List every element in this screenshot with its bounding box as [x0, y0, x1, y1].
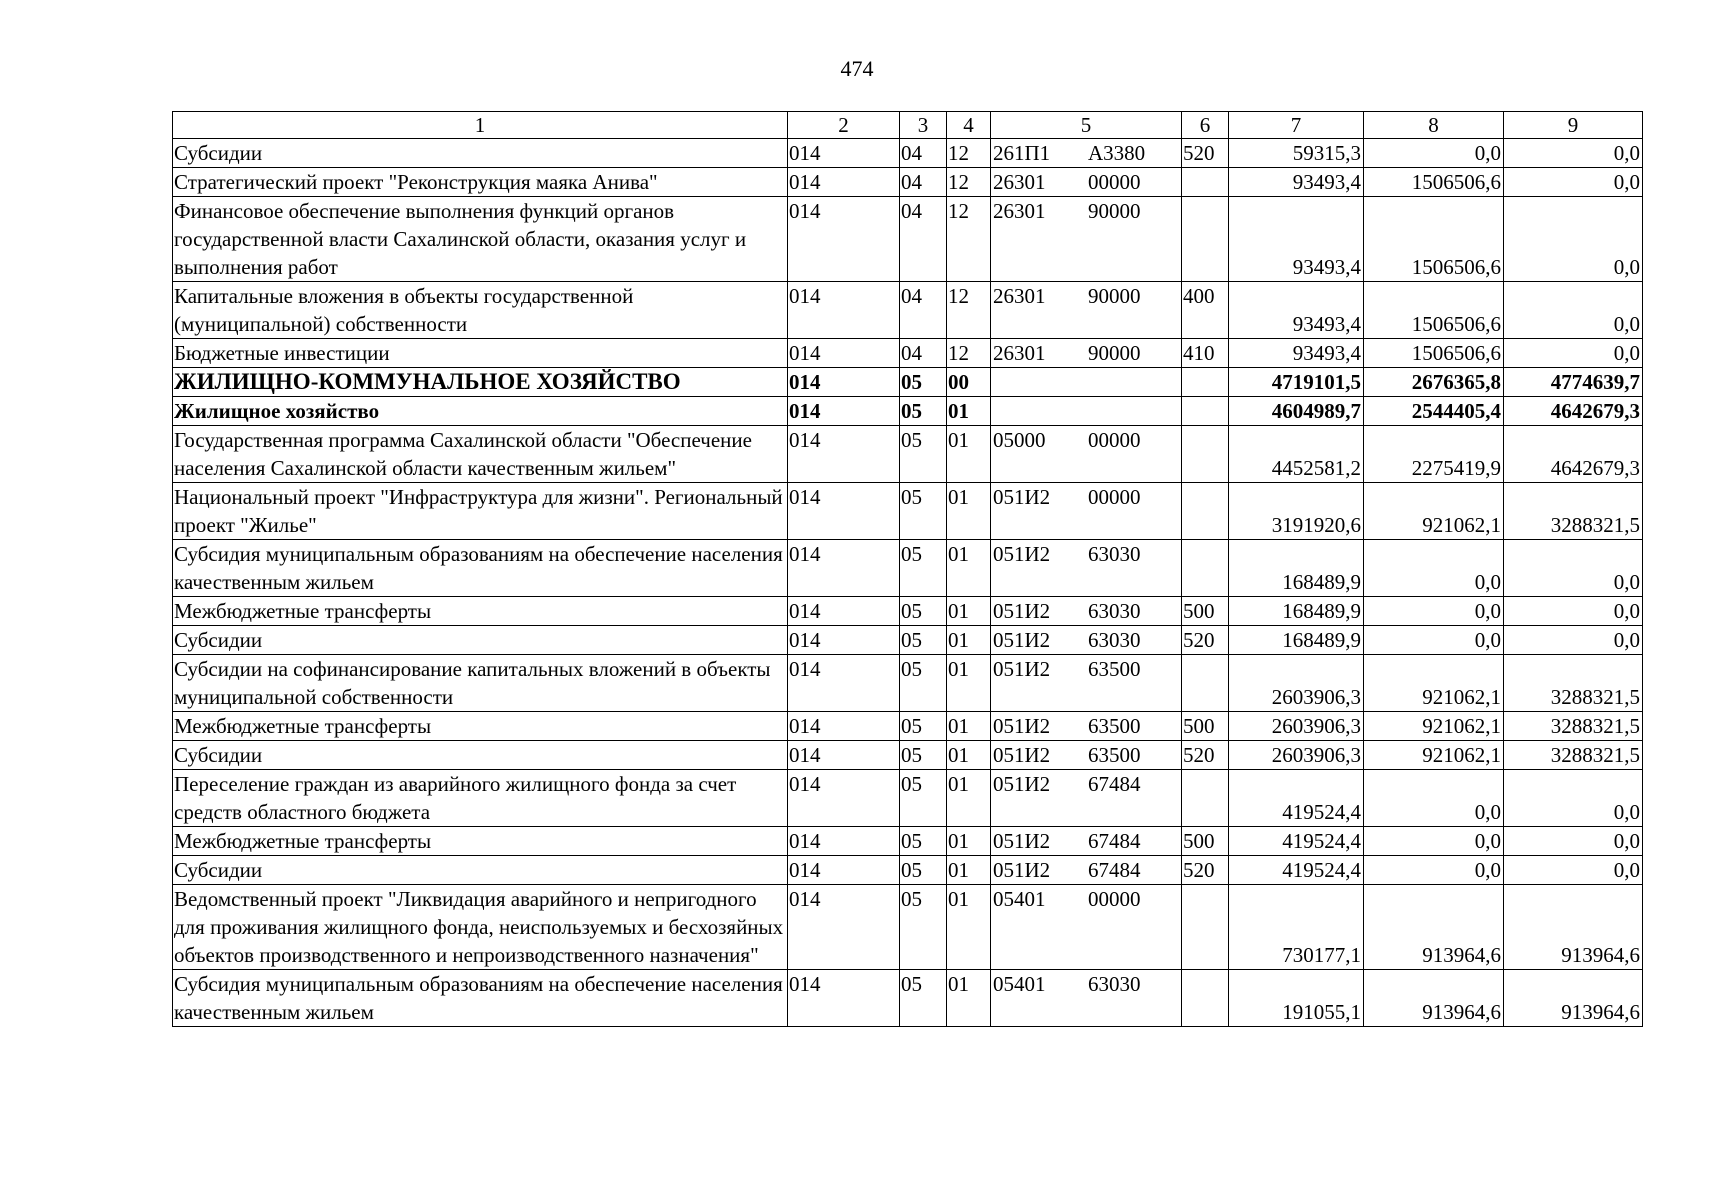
row-value-7: 419524,4 [1229, 770, 1364, 827]
row-code-4: 12 [947, 339, 991, 368]
row-code-2: 014 [788, 197, 900, 282]
row-value-8: 921062,1 [1364, 712, 1504, 741]
row-code-2: 014 [788, 139, 900, 168]
row-value-8: 913964,6 [1364, 885, 1504, 970]
row-name: Субсидии [173, 626, 788, 655]
row-code-5 [991, 597, 1182, 626]
row-code-5 [991, 970, 1182, 1027]
row-value-7: 168489,9 [1229, 626, 1364, 655]
row-name: Государственная программа Сахалинской области "Обеспечение населения Сахалинской области качественным жильем" [173, 426, 788, 483]
row-code-5-part-a: 26301 [993, 170, 1046, 194]
row-value-8: 2676365,8 [1364, 368, 1504, 397]
row-code-2: 014 [788, 339, 900, 368]
row-value-7: 2603906,3 [1229, 712, 1364, 741]
header-cell: 5 [991, 112, 1182, 139]
row-value-9: 3288321,5 [1504, 483, 1643, 540]
row-code-5-part-a: 051И2 [993, 599, 1051, 623]
row-value-7: 4452581,2 [1229, 426, 1364, 483]
row-code-3: 05 [900, 368, 947, 397]
row-code-5 [991, 426, 1182, 483]
row-code-3: 05 [900, 397, 947, 426]
row-code-6: 520 [1182, 626, 1229, 655]
row-code-6: 520 [1182, 139, 1229, 168]
row-code-2: 014 [788, 970, 900, 1027]
row-value-8: 2275419,9 [1364, 426, 1504, 483]
header-row [173, 112, 1643, 139]
row-value-8: 921062,1 [1364, 483, 1504, 540]
row-value-9: 0,0 [1504, 597, 1643, 626]
row-code-5 [991, 168, 1182, 197]
row-code-3: 05 [900, 741, 947, 770]
table-row [173, 970, 1643, 1027]
row-code-4: 01 [947, 856, 991, 885]
row-value-8: 1506506,6 [1364, 339, 1504, 368]
row-code-3: 05 [900, 827, 947, 856]
row-code-5-part-b: 63030 [1088, 599, 1141, 623]
table-row [173, 139, 1643, 168]
row-value-7: 4604989,7 [1229, 397, 1364, 426]
row-name: Субсидия муниципальным образованиям на обеспечение населения качественным жильем [173, 540, 788, 597]
row-code-2: 014 [788, 168, 900, 197]
row-code-4: 01 [947, 397, 991, 426]
row-value-9: 0,0 [1504, 827, 1643, 856]
row-code-2: 014 [788, 827, 900, 856]
row-code-5 [991, 397, 1182, 426]
row-code-3: 05 [900, 712, 947, 741]
row-code-3: 05 [900, 970, 947, 1027]
row-code-5-part-a: 05000 [993, 428, 1046, 452]
row-code-2: 014 [788, 626, 900, 655]
header-cell: 9 [1504, 112, 1643, 139]
row-code-6: 520 [1182, 856, 1229, 885]
row-value-8: 0,0 [1364, 597, 1504, 626]
row-value-9: 913964,6 [1504, 885, 1643, 970]
row-code-6 [1182, 483, 1229, 540]
row-code-3: 04 [900, 139, 947, 168]
row-value-8: 0,0 [1364, 540, 1504, 597]
row-code-2: 014 [788, 397, 900, 426]
table-row [173, 368, 1643, 397]
row-value-8: 1506506,6 [1364, 168, 1504, 197]
row-value-7: 2603906,3 [1229, 741, 1364, 770]
row-value-7: 93493,4 [1229, 339, 1364, 368]
row-code-3: 05 [900, 540, 947, 597]
header-cell: 3 [900, 112, 947, 139]
row-name: Субсидии [173, 139, 788, 168]
page-number: 474 [840, 56, 874, 81]
row-value-8: 0,0 [1364, 770, 1504, 827]
header-cell: 7 [1229, 112, 1364, 139]
row-code-5-part-b: 67484 [1088, 829, 1141, 853]
row-value-8: 0,0 [1364, 626, 1504, 655]
row-code-4: 01 [947, 426, 991, 483]
row-code-5-part-b: 90000 [1088, 284, 1141, 308]
row-code-6: 500 [1182, 827, 1229, 856]
row-value-8: 0,0 [1364, 827, 1504, 856]
row-value-8: 921062,1 [1364, 741, 1504, 770]
table-row [173, 827, 1643, 856]
row-code-5-part-b: 63500 [1088, 657, 1141, 681]
row-code-4: 12 [947, 139, 991, 168]
table-row [173, 655, 1643, 712]
row-value-8: 0,0 [1364, 139, 1504, 168]
row-code-2: 014 [788, 483, 900, 540]
row-code-4: 12 [947, 197, 991, 282]
row-name: Ведомственный проект "Ликвидация аварийного и непригодного для проживания жилищного фонда, неиспользуемых и бесхозяйных объектов производственного и непроизводственного назначения" [173, 885, 788, 970]
row-code-5 [991, 197, 1182, 282]
row-code-5-part-a: 051И2 [993, 858, 1051, 882]
row-code-2: 014 [788, 597, 900, 626]
row-code-5-part-a: 05401 [993, 972, 1046, 996]
row-value-7: 93493,4 [1229, 197, 1364, 282]
row-code-6 [1182, 885, 1229, 970]
row-code-3: 04 [900, 282, 947, 339]
row-code-2: 014 [788, 540, 900, 597]
row-name: Национальный проект "Инфраструктура для жизни". Региональный проект "Жилье" [173, 483, 788, 540]
row-code-5-part-a: 051И2 [993, 772, 1051, 796]
row-value-9: 0,0 [1504, 626, 1643, 655]
row-code-6: 500 [1182, 597, 1229, 626]
row-value-9: 0,0 [1504, 139, 1643, 168]
row-code-3: 05 [900, 885, 947, 970]
row-code-4: 01 [947, 970, 991, 1027]
table-row [173, 339, 1643, 368]
row-code-5-part-b: 63500 [1088, 743, 1141, 767]
row-code-5-part-b: 63030 [1088, 972, 1141, 996]
table-row [173, 540, 1643, 597]
row-value-9: 3288321,5 [1504, 655, 1643, 712]
row-code-5 [991, 712, 1182, 741]
row-name: Субсидия муниципальным образованиям на обеспечение населения качественным жильем [173, 970, 788, 1027]
row-code-5-part-a: 05401 [993, 887, 1046, 911]
row-code-5-part-a: 26301 [993, 284, 1046, 308]
row-value-7: 4719101,5 [1229, 368, 1364, 397]
row-code-2: 014 [788, 770, 900, 827]
row-name: Финансовое обеспечение выполнения функций органов государственной власти Сахалинской области, оказания услуг и выполнения работ [173, 197, 788, 282]
row-name: Переселение граждан из аварийного жилищного фонда за счет средств областного бюджета [173, 770, 788, 827]
row-code-5-part-a: 051И2 [993, 657, 1051, 681]
row-code-6 [1182, 655, 1229, 712]
row-value-7: 3191920,6 [1229, 483, 1364, 540]
row-code-5 [991, 282, 1182, 339]
row-code-5 [991, 741, 1182, 770]
table-row [173, 483, 1643, 540]
row-value-9: 0,0 [1504, 339, 1643, 368]
row-code-6 [1182, 426, 1229, 483]
row-name: Стратегический проект "Реконструкция маяка Анива" [173, 168, 788, 197]
row-code-2: 014 [788, 741, 900, 770]
table-row [173, 770, 1643, 827]
row-code-2: 014 [788, 856, 900, 885]
row-name: Бюджетные инвестиции [173, 339, 788, 368]
row-code-5-part-b: 00000 [1088, 485, 1141, 509]
row-value-9: 0,0 [1504, 856, 1643, 885]
row-code-5 [991, 827, 1182, 856]
row-code-5-part-a: 051И2 [993, 714, 1051, 738]
row-code-5-part-a: 051И2 [993, 485, 1051, 509]
row-name: ЖИЛИЩНО-КОММУНАЛЬНОЕ ХОЗЯЙСТВО [173, 368, 788, 397]
row-code-5-part-b: 67484 [1088, 772, 1141, 796]
row-code-3: 05 [900, 856, 947, 885]
row-code-5-part-b: 00000 [1088, 428, 1141, 452]
row-name: Межбюджетные трансферты [173, 827, 788, 856]
table-row [173, 597, 1643, 626]
row-code-5-part-b: 63500 [1088, 714, 1141, 738]
row-code-5-part-b: 67484 [1088, 858, 1141, 882]
row-code-4: 01 [947, 712, 991, 741]
table-row [173, 168, 1643, 197]
row-code-3: 05 [900, 597, 947, 626]
row-name: Капитальные вложения в объекты государственной (муниципальной) собственности [173, 282, 788, 339]
row-code-3: 05 [900, 483, 947, 540]
row-value-7: 419524,4 [1229, 856, 1364, 885]
row-code-6 [1182, 397, 1229, 426]
row-name: Субсидии [173, 741, 788, 770]
row-code-5-part-b: 63030 [1088, 542, 1141, 566]
header-cell: 2 [788, 112, 900, 139]
header-cell: 1 [173, 112, 788, 139]
row-value-9: 0,0 [1504, 168, 1643, 197]
row-code-5-part-a: 26301 [993, 341, 1046, 365]
row-name: Межбюджетные трансферты [173, 597, 788, 626]
row-value-8: 1506506,6 [1364, 282, 1504, 339]
row-code-5 [991, 856, 1182, 885]
row-code-3: 04 [900, 197, 947, 282]
table-row [173, 856, 1643, 885]
row-value-8: 1506506,6 [1364, 197, 1504, 282]
row-value-7: 93493,4 [1229, 168, 1364, 197]
row-code-5 [991, 368, 1182, 397]
row-code-5-part-b: 90000 [1088, 341, 1141, 365]
table-row [173, 741, 1643, 770]
row-code-6 [1182, 368, 1229, 397]
row-code-4: 01 [947, 741, 991, 770]
row-code-5 [991, 885, 1182, 970]
row-code-3: 04 [900, 168, 947, 197]
row-code-5-part-a: 051И2 [993, 743, 1051, 767]
row-code-5 [991, 626, 1182, 655]
row-code-5 [991, 540, 1182, 597]
row-value-9: 4642679,3 [1504, 426, 1643, 483]
row-code-4: 01 [947, 626, 991, 655]
row-code-3: 05 [900, 626, 947, 655]
budget-table [172, 111, 1643, 1027]
row-code-2: 014 [788, 655, 900, 712]
table-row [173, 426, 1643, 483]
row-code-6: 410 [1182, 339, 1229, 368]
row-code-3: 05 [900, 655, 947, 712]
row-code-6 [1182, 970, 1229, 1027]
row-code-5-part-a: 26301 [993, 199, 1046, 223]
row-code-5-part-b: 63030 [1088, 628, 1141, 652]
row-value-9: 4642679,3 [1504, 397, 1643, 426]
row-value-7: 168489,9 [1229, 597, 1364, 626]
row-value-9: 0,0 [1504, 540, 1643, 597]
row-code-6 [1182, 168, 1229, 197]
row-value-9: 913964,6 [1504, 970, 1643, 1027]
row-code-4: 01 [947, 483, 991, 540]
row-code-5 [991, 139, 1182, 168]
row-code-6: 500 [1182, 712, 1229, 741]
row-code-5 [991, 770, 1182, 827]
row-code-6 [1182, 770, 1229, 827]
row-code-5 [991, 655, 1182, 712]
row-value-9: 3288321,5 [1504, 741, 1643, 770]
row-code-4: 01 [947, 597, 991, 626]
row-value-8: 0,0 [1364, 856, 1504, 885]
table-row [173, 712, 1643, 741]
row-name: Субсидии [173, 856, 788, 885]
row-value-7: 93493,4 [1229, 282, 1364, 339]
table-row [173, 626, 1643, 655]
row-value-9: 0,0 [1504, 770, 1643, 827]
row-name: Жилищное хозяйство [173, 397, 788, 426]
row-code-6: 520 [1182, 741, 1229, 770]
row-value-7: 2603906,3 [1229, 655, 1364, 712]
row-code-4: 00 [947, 368, 991, 397]
header-cell: 6 [1182, 112, 1229, 139]
row-value-8: 921062,1 [1364, 655, 1504, 712]
row-code-6 [1182, 197, 1229, 282]
row-code-6 [1182, 540, 1229, 597]
row-code-4: 12 [947, 282, 991, 339]
row-value-9: 4774639,7 [1504, 368, 1643, 397]
row-code-4: 01 [947, 655, 991, 712]
row-code-2: 014 [788, 368, 900, 397]
row-code-5-part-b: 00000 [1088, 170, 1141, 194]
row-code-3: 05 [900, 426, 947, 483]
row-value-9: 0,0 [1504, 197, 1643, 282]
row-name: Межбюджетные трансферты [173, 712, 788, 741]
header-cell: 4 [947, 112, 991, 139]
row-code-2: 014 [788, 426, 900, 483]
row-code-5 [991, 483, 1182, 540]
row-code-4: 12 [947, 168, 991, 197]
row-name: Субсидии на софинансирование капитальных вложений в объекты муниципальной собственности [173, 655, 788, 712]
row-code-5-part-b: 90000 [1088, 199, 1141, 223]
row-value-8: 913964,6 [1364, 970, 1504, 1027]
row-code-2: 014 [788, 712, 900, 741]
row-code-4: 01 [947, 885, 991, 970]
row-value-7: 191055,1 [1229, 970, 1364, 1027]
row-value-9: 3288321,5 [1504, 712, 1643, 741]
row-code-4: 01 [947, 540, 991, 597]
row-code-5 [991, 339, 1182, 368]
row-code-4: 01 [947, 770, 991, 827]
row-code-5-part-a: 051И2 [993, 829, 1051, 853]
row-code-5-part-a: 051И2 [993, 628, 1051, 652]
row-code-3: 05 [900, 770, 947, 827]
row-value-7: 59315,3 [1229, 139, 1364, 168]
row-code-6: 400 [1182, 282, 1229, 339]
table-row [173, 885, 1643, 970]
row-value-7: 730177,1 [1229, 885, 1364, 970]
row-code-4: 01 [947, 827, 991, 856]
row-code-3: 04 [900, 339, 947, 368]
row-code-2: 014 [788, 885, 900, 970]
table-row [173, 282, 1643, 339]
table-row [173, 397, 1643, 426]
row-value-8: 2544405,4 [1364, 397, 1504, 426]
row-value-9: 0,0 [1504, 282, 1643, 339]
table-row [173, 197, 1643, 282]
row-value-7: 419524,4 [1229, 827, 1364, 856]
row-code-5-part-a: 261П1 [993, 141, 1051, 165]
row-code-5-part-b: 00000 [1088, 887, 1141, 911]
row-code-5-part-b: А3380 [1088, 141, 1146, 165]
row-code-2: 014 [788, 282, 900, 339]
row-code-5-part-a: 051И2 [993, 542, 1051, 566]
header-cell: 8 [1364, 112, 1504, 139]
row-value-7: 168489,9 [1229, 540, 1364, 597]
